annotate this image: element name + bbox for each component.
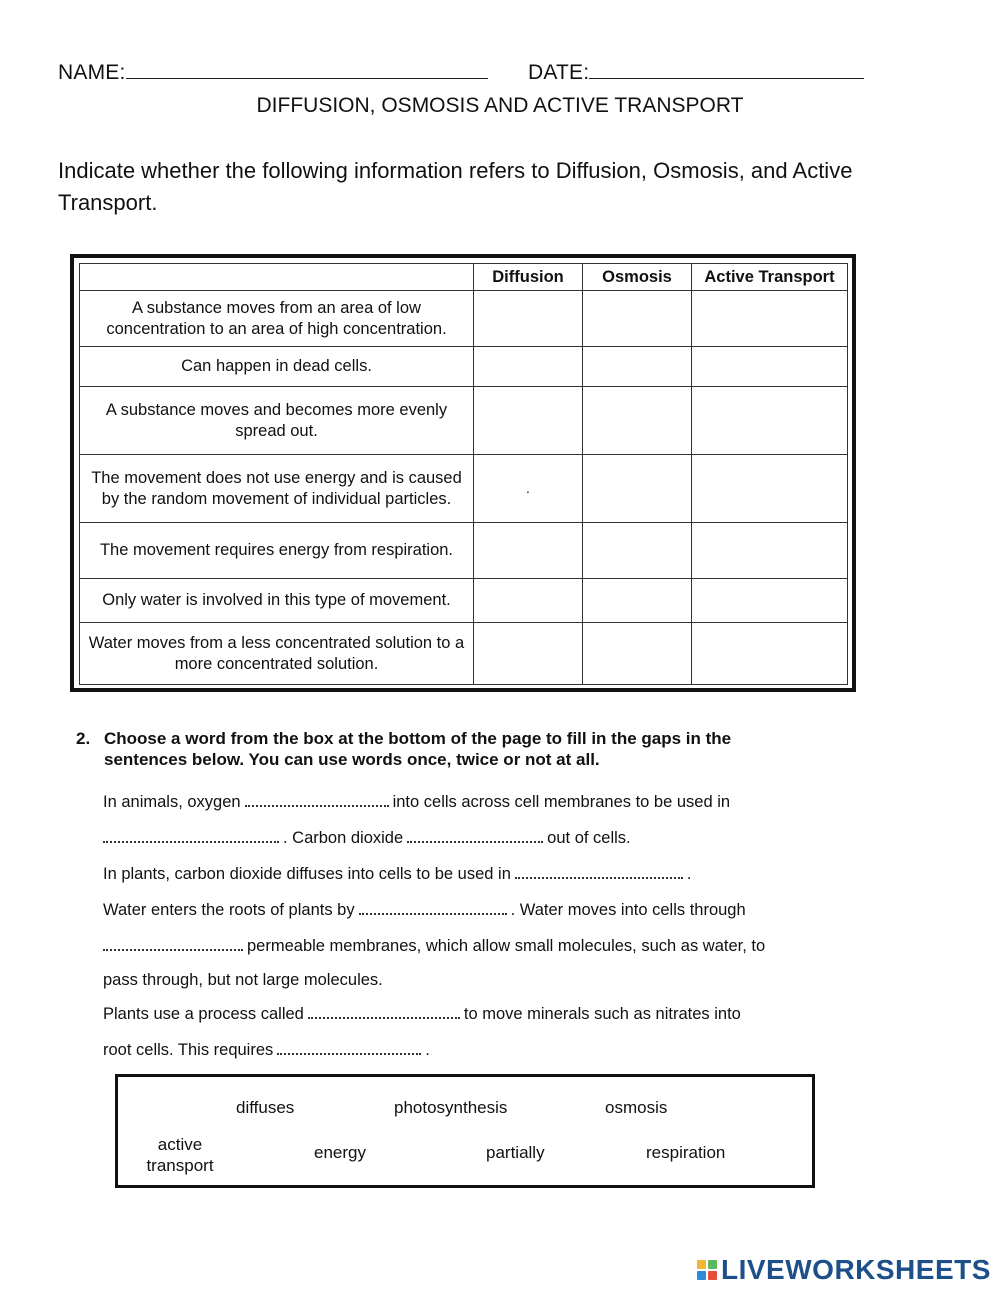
answer-cell-osmosis[interactable] [583, 579, 692, 623]
statement-cell: A substance moves from an area of low concentration to an area of high concentration. [80, 291, 474, 347]
name-blank[interactable] [126, 60, 488, 79]
date-label: DATE: [528, 61, 590, 84]
sentence-text: out of cells. [547, 829, 631, 847]
word-option[interactable]: respiration [646, 1143, 726, 1162]
word-option[interactable]: osmosis [605, 1098, 668, 1117]
answer-cell-osmosis[interactable] [583, 623, 692, 685]
answer-cell-active-transport[interactable] [692, 523, 848, 579]
answer-gap[interactable] [103, 935, 243, 951]
answer-cell-active-transport[interactable] [692, 455, 848, 523]
answer-gap[interactable] [103, 827, 279, 843]
header-blank-cell [80, 264, 474, 291]
answer-cell-active-transport[interactable] [692, 579, 848, 623]
table-row [80, 623, 848, 685]
question-text: Choose a word from the box at the bottom of the page to fill in the gaps in the sentences below. You can use words once, twice or not at all. [104, 729, 732, 769]
question-number: 2. [76, 729, 91, 748]
date-field[interactable] [528, 60, 864, 85]
name-label: NAME: [58, 61, 126, 84]
answer-cell-active-transport[interactable] [692, 623, 848, 685]
sentence-line [103, 899, 746, 920]
sentence-line [103, 1003, 741, 1024]
sentence-text: In animals, oxygen [103, 793, 241, 811]
answer-cell-diffusion[interactable] [474, 347, 583, 387]
answer-cell-osmosis[interactable] [583, 387, 692, 455]
sentence-line [103, 1039, 430, 1060]
sentence-line [103, 791, 730, 812]
answer-gap[interactable] [359, 899, 507, 915]
statement-cell: The movement requires energy from respiration. [80, 523, 474, 579]
worksheet-title: DIFFUSION, OSMOSIS AND ACTIVE TRANSPORT [256, 94, 744, 117]
classification-table [70, 254, 856, 692]
answer-gap[interactable] [308, 1003, 460, 1019]
answer-cell-active-transport[interactable] [692, 387, 848, 455]
statement-cell: Only water is involved in this type of movement. [80, 579, 474, 623]
date-blank[interactable] [589, 60, 864, 79]
table-row [80, 455, 848, 523]
answer-gap[interactable] [245, 791, 389, 807]
answer-cell-osmosis[interactable] [583, 347, 692, 387]
answer-cell-diffusion[interactable] [474, 623, 583, 685]
word-option[interactable]: diffuses [236, 1098, 295, 1117]
statement-cell: A substance moves and becomes more evenly spread out. [80, 387, 474, 455]
answer-cell-diffusion[interactable] [474, 523, 583, 579]
sentence-text: . Carbon dioxide [283, 829, 404, 847]
stray-dot-mark: . [526, 480, 530, 496]
sentence-text: into cells across cell membranes to be used in [392, 793, 731, 811]
answer-cell-diffusion[interactable] [474, 455, 583, 523]
table-row [80, 291, 848, 347]
statement-cell: Can happen in dead cells. [80, 347, 474, 387]
sentence-line [103, 827, 631, 848]
sentence-text: pass through, but not large molecules. [103, 971, 383, 989]
answer-cell-osmosis[interactable] [583, 523, 692, 579]
liveworksheets-logo [697, 1255, 991, 1285]
word-option[interactable]: energy [314, 1143, 366, 1162]
word-bank-box [115, 1074, 815, 1188]
answer-cell-diffusion[interactable] [474, 387, 583, 455]
word-option-line: active [157, 1135, 203, 1154]
sentence-text: In plants, carbon dioxide diffuses into cells to be used in [103, 865, 511, 883]
sentence-text: . [686, 865, 692, 883]
instructions-text: Indicate whether the following information refers to Diffusion, Osmosis, and Active Transport. [58, 158, 853, 215]
statement-cell: The movement does not use energy and is caused by the random movement of individual particles. [80, 455, 474, 523]
answer-gap[interactable] [515, 863, 683, 879]
word-option[interactable]: photosynthesis [394, 1098, 508, 1117]
answer-cell-diffusion[interactable] [474, 579, 583, 623]
table-grid [79, 263, 848, 685]
answer-gap[interactable] [407, 827, 543, 843]
header-osmosis: Osmosis [583, 264, 692, 291]
logo-text: LIVEWORKSHEETS [721, 1254, 991, 1285]
table-row [80, 579, 848, 623]
sentence-line [103, 863, 691, 884]
table-row [80, 523, 848, 579]
answer-cell-osmosis[interactable] [583, 291, 692, 347]
table-row [80, 347, 848, 387]
word-option[interactable]: partially [486, 1143, 545, 1162]
sentence-text: . Water moves into cells through [510, 901, 746, 919]
sentence-text: permeable membranes, which allow small molecules, such as water, to [247, 937, 766, 955]
sentence-text: root cells. This requires [103, 1041, 274, 1059]
sentence-line [103, 935, 765, 956]
answer-cell-diffusion[interactable] [474, 291, 583, 347]
answer-gap[interactable] [277, 1039, 421, 1055]
answer-cell-active-transport[interactable] [692, 347, 848, 387]
table-header-row [80, 264, 848, 291]
sentence-line [103, 971, 383, 990]
sentence-text: . [425, 1041, 430, 1059]
statement-cell: Water moves from a less concentrated solution to a more concentrated solution. [80, 623, 474, 685]
sentence-text: Water enters the roots of plants by [103, 901, 355, 919]
word-option-line: transport [146, 1156, 214, 1175]
sentence-text: Plants use a process called [103, 1005, 304, 1023]
answer-cell-osmosis[interactable] [583, 455, 692, 523]
logo-grid-icon [697, 1260, 717, 1280]
name-field[interactable] [58, 60, 488, 85]
answer-cell-active-transport[interactable] [692, 291, 848, 347]
word-option[interactable] [142, 1134, 218, 1176]
sentence-text: to move minerals such as nitrates into [463, 1005, 741, 1023]
header-diffusion: Diffusion [474, 264, 583, 291]
table-row [80, 387, 848, 455]
question-2-prompt [76, 728, 816, 770]
header-active-transport: Active Transport [692, 264, 848, 291]
